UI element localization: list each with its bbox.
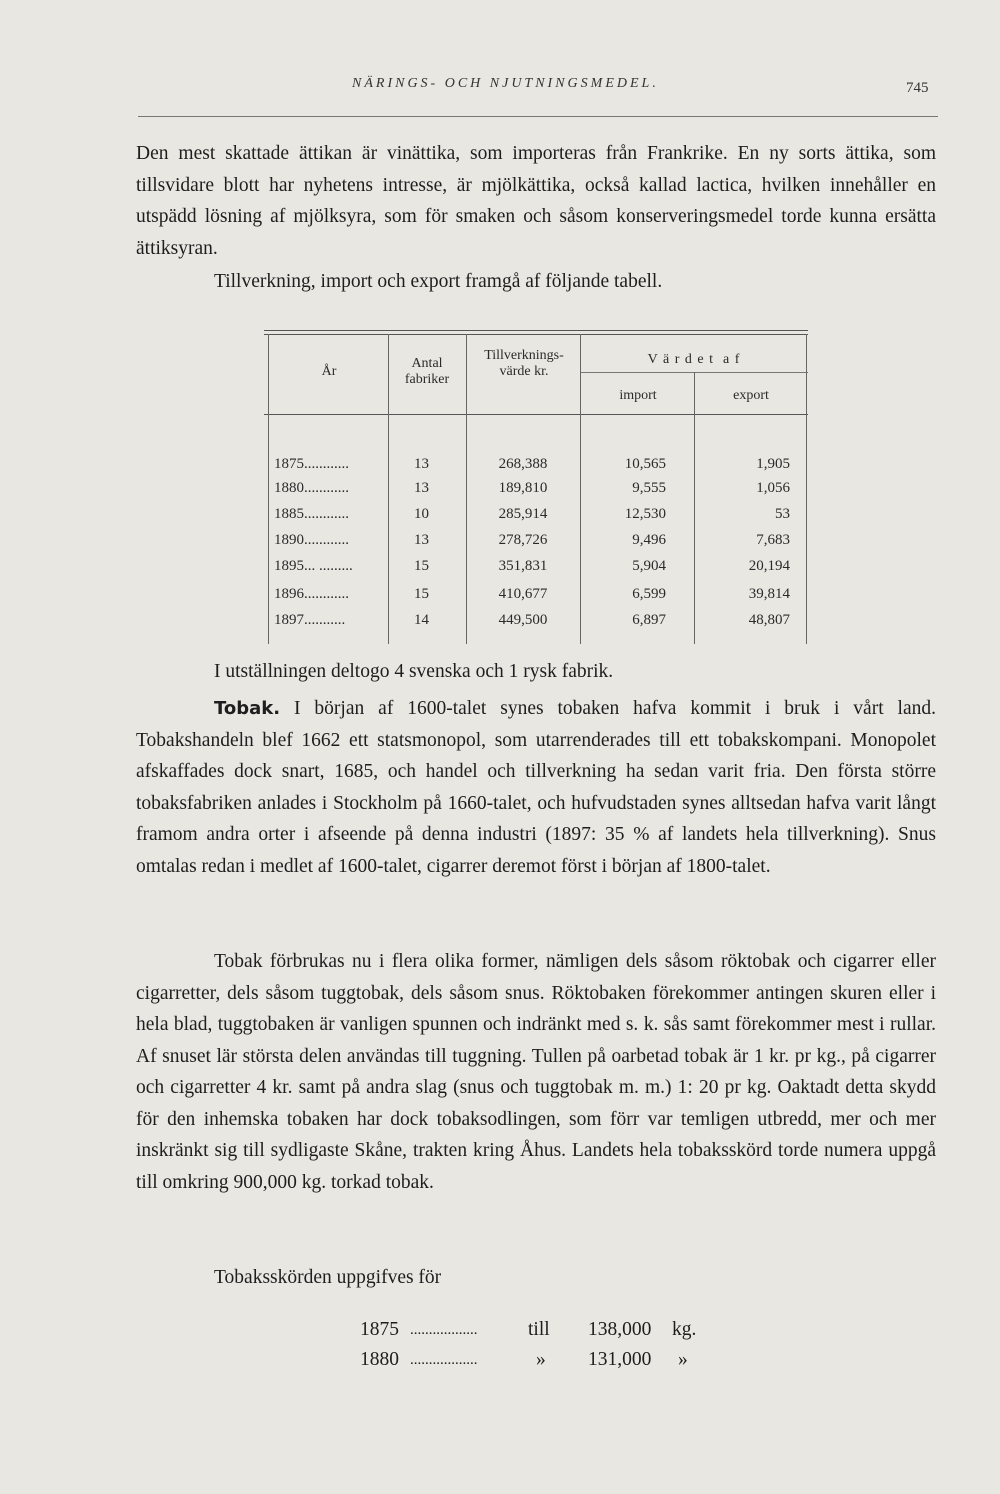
cell-export: 48,807 bbox=[748, 612, 790, 628]
harvest-year: 1880 bbox=[360, 1349, 399, 1370]
cell-import: 6,599 bbox=[632, 586, 666, 602]
cell-tillverkningsvarde: 285,914 bbox=[498, 506, 548, 522]
header-rule bbox=[138, 116, 938, 117]
cell-tillverkningsvarde: 449,500 bbox=[498, 612, 548, 628]
cell-year: 1875............ bbox=[274, 456, 349, 472]
cell-year: 1885............ bbox=[274, 506, 349, 522]
harvest-unit: kg. bbox=[672, 1319, 697, 1340]
harvest-amount: 138,000 bbox=[588, 1319, 652, 1340]
table-row bbox=[264, 478, 808, 498]
paragraph-tobacco-history bbox=[136, 693, 936, 882]
table-row bbox=[264, 454, 808, 474]
cell-antal: 13 bbox=[414, 480, 429, 496]
page-number: 745 bbox=[906, 80, 929, 96]
cell-import: 5,904 bbox=[632, 558, 666, 574]
paragraph-harvest-intro: Tobaksskörden uppgifves för bbox=[214, 1267, 442, 1288]
cell-export: 39,814 bbox=[748, 586, 790, 602]
cell-year: 1896............ bbox=[274, 586, 349, 602]
cell-year: 1880............ bbox=[274, 480, 349, 496]
cell-antal: 14 bbox=[414, 612, 429, 628]
cell-antal: 15 bbox=[414, 586, 429, 602]
cell-export: 7,683 bbox=[756, 532, 790, 548]
cell-export: 1,905 bbox=[756, 456, 790, 472]
harvest-year: 1875 bbox=[360, 1319, 399, 1340]
cell-antal: 13 bbox=[414, 456, 429, 472]
harvest-word: till bbox=[528, 1319, 550, 1340]
cell-import: 6,897 bbox=[632, 612, 666, 628]
table-row bbox=[264, 530, 808, 550]
harvest-dots: .................. bbox=[410, 1322, 478, 1338]
paragraph-tobacco-forms: Tobak förbrukas nu i flera olika former, nämligen dels såsom röktobak och cigarrer eller cigarretter, dels såsom tuggtobak, dels såsom snus. Röktobaken förekommer antingen skuren eller i hela blad, tuggtobaken är vanligen spunnen och indränkt med s. k. sås samt förekommer mest i rullar. Af snuset lär största delen användas till tuggning. Tullen på oarbetad tobak är 1 kr. pr kg., på cigarrer och cigarretter 4 kr. samt på andra slag (snus och tuggtobak m. m.) 1: 20 pr kg. Oaktadt detta skydd för den inhemska tobaken har dock tobaksodlingen, som förr var temligen utbredd, mer och mer inskränkt sig till sydligaste Skåne, trakten kring Åhus. Landets hela tobaksskörd torde numera uppgå till omkring 900,000 kg. torkad tobak. bbox=[136, 951, 936, 1193]
cell-year: 1895... ......... bbox=[274, 558, 353, 574]
paragraph-tobacco-history-text: I början af 1600-talet synes tobaken hafva kommit i bruk i vårt land. Tobakshandeln blef 1662 ett statsmonopol, som utarrenderades till ett tobakskompani. Monopolet afskaffades dock snart, 1685, och handel och tillverkning ha sedan varit fria. Den första större tobaksfabriken anlades i Stockholm på 1660-talet, och hufvudstaden synes alltsedan hafva varit långt framom andra orter i afseende på denna industri (1897: 35 % af landets hela tillverkning). Snus omtalas redan i medlet af 1600-talet, cigarrer deremot först i början af 1800-talet. bbox=[136, 698, 936, 877]
cell-import: 12,530 bbox=[624, 506, 666, 522]
header-import: import bbox=[619, 388, 657, 403]
header-tillverkningsvarde: Tillverknings- värde kr. bbox=[484, 348, 564, 379]
header-bottom-rule bbox=[264, 414, 808, 415]
table-row bbox=[264, 584, 808, 604]
harvest-unit: » bbox=[678, 1349, 688, 1370]
cell-export: 53 bbox=[775, 506, 790, 522]
table-row bbox=[264, 504, 808, 524]
cell-import: 9,496 bbox=[632, 532, 666, 548]
section-heading-tobak: Tobak. bbox=[214, 698, 281, 719]
paragraph-table-intro: Tillverkning, import och export framgå af följande tabell. bbox=[214, 271, 663, 292]
running-title: NÄRINGS- OCH NJUTNINGSMEDEL. bbox=[352, 76, 659, 91]
cell-export: 20,194 bbox=[748, 558, 790, 574]
table-row bbox=[264, 610, 808, 630]
cell-tillverkningsvarde: 268,388 bbox=[498, 456, 548, 472]
header-export: export bbox=[733, 388, 769, 403]
harvest-dots: .................. bbox=[410, 1352, 478, 1368]
cell-tillverkningsvarde: 351,831 bbox=[498, 558, 548, 574]
header-antal: Antal fabriker bbox=[404, 356, 450, 387]
header-vardet-af: V ä r d e t a f bbox=[647, 352, 741, 367]
cell-import: 9,555 bbox=[632, 480, 666, 496]
table-row bbox=[264, 556, 808, 576]
table-top-rule-2 bbox=[264, 334, 808, 335]
cell-tillverkningsvarde: 189,810 bbox=[498, 480, 548, 496]
cell-tillverkningsvarde: 410,677 bbox=[498, 586, 548, 602]
harvest-amount: 131,000 bbox=[588, 1349, 652, 1370]
paragraph-vinegar: Den mest skattade ättikan är vinättika, som importeras från Frankrike. En ny sorts ättika, som tillsvidare blott har nyhetens intresse, är mjölkättika, också kallad lactica, hvilken innehåller en utspädd lösning af mjölksyra, som för smaken och såsom konserveringsmedel torde kunna ersätta ättiksyran. bbox=[136, 143, 936, 259]
cell-antal: 15 bbox=[414, 558, 429, 574]
cell-antal: 10 bbox=[414, 506, 429, 522]
cell-tillverkningsvarde: 278,726 bbox=[498, 532, 548, 548]
harvest-word: » bbox=[536, 1349, 546, 1370]
cell-antal: 13 bbox=[414, 532, 429, 548]
cell-export: 1,056 bbox=[756, 480, 790, 496]
cell-import: 10,565 bbox=[624, 456, 666, 472]
cell-year: 1897........... bbox=[274, 612, 346, 628]
header-year: År bbox=[321, 364, 337, 379]
production-table bbox=[264, 330, 808, 650]
table-top-rule bbox=[264, 330, 808, 331]
cell-year: 1890............ bbox=[274, 532, 349, 548]
paragraph-exhibition: I utställningen deltogo 4 svenska och 1 rysk fabrik. bbox=[214, 661, 614, 682]
